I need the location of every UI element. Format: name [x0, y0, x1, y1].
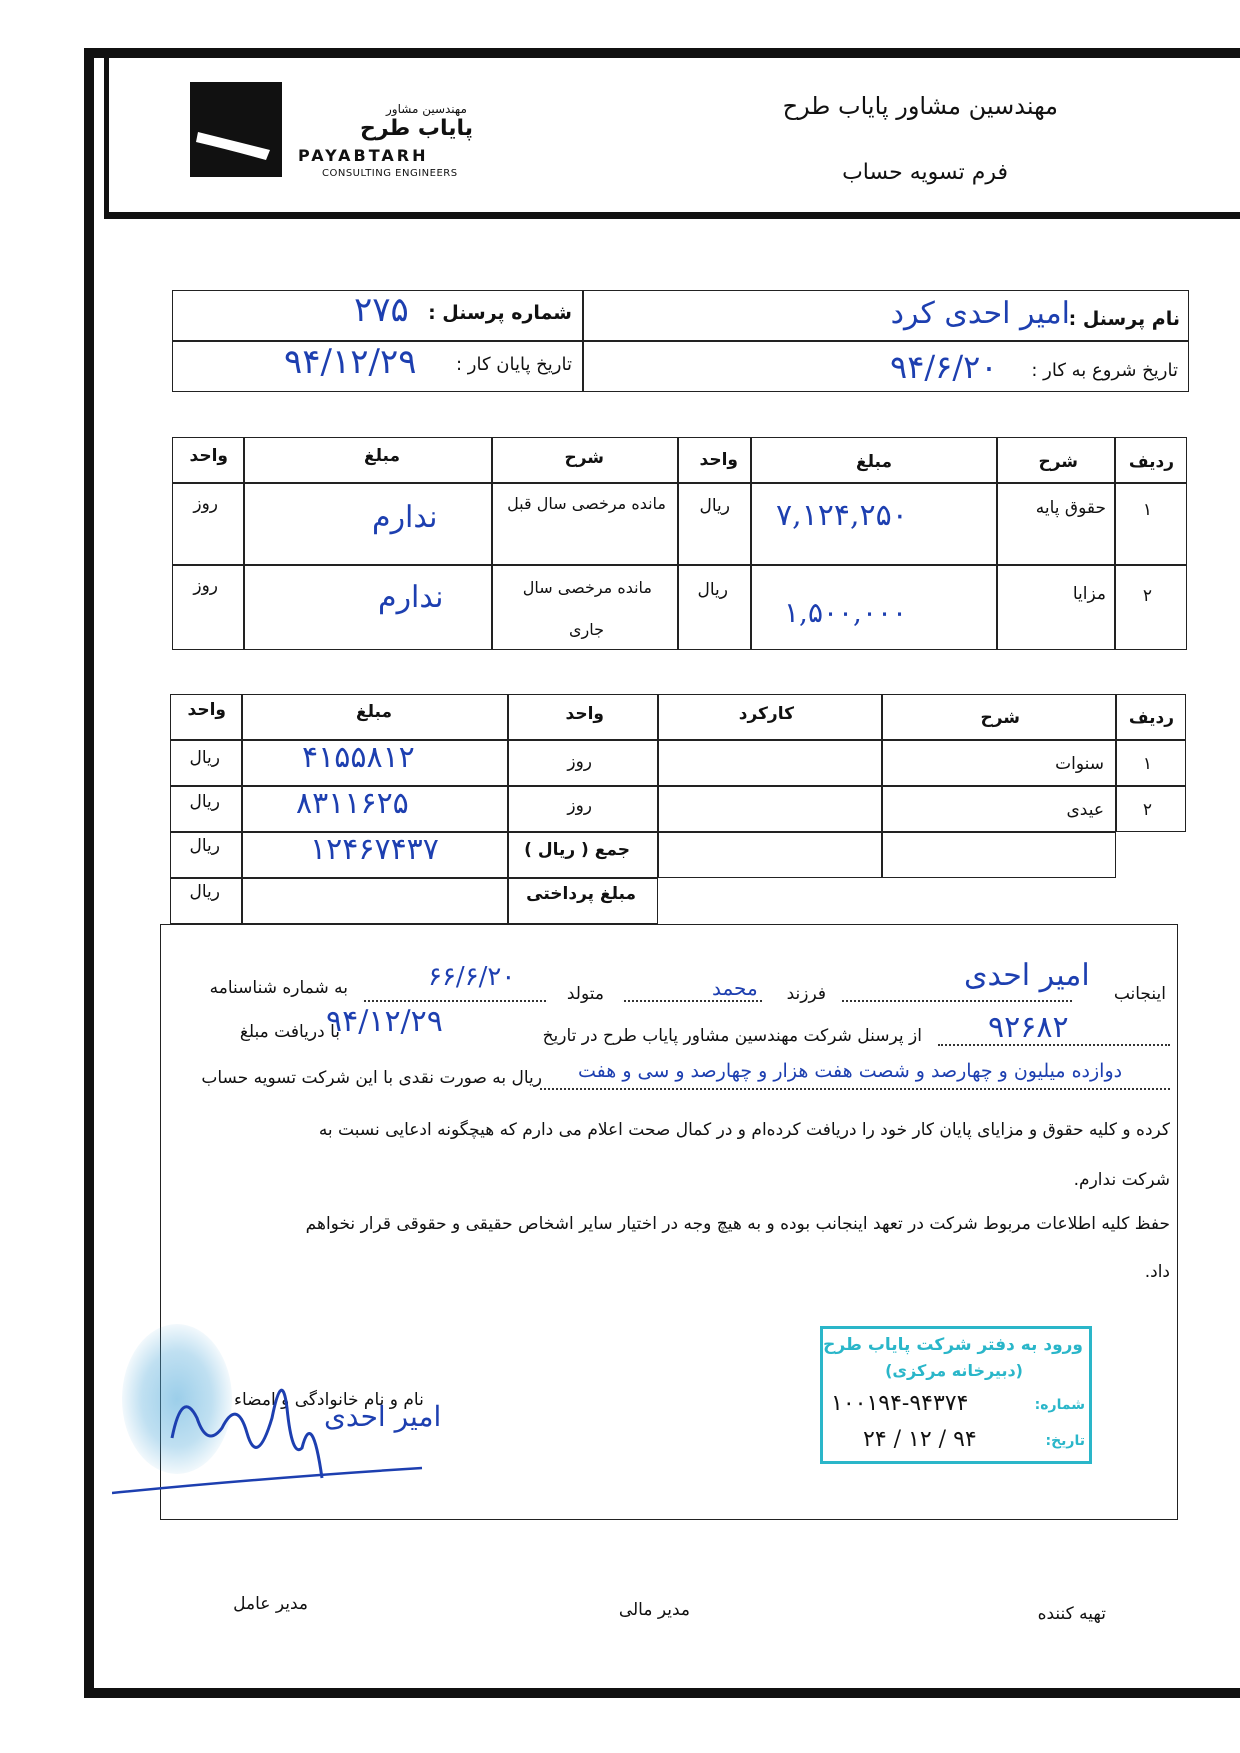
t1-r1-amount: ۷,۱۲۴,۲۵۰	[776, 498, 908, 533]
company-name: مهندسین مشاور پایاب طرح	[782, 92, 1058, 120]
footer-ceo: مدیر عامل	[233, 1594, 308, 1614]
t2-header-unit: واحد	[565, 704, 604, 724]
t1-r2-desc2-line2: جاری	[568, 620, 604, 639]
t1-r2-row: ۲	[1142, 586, 1152, 606]
statement-birth: ۶۶/۶/۲۰	[428, 962, 516, 992]
statement-amount-words: دوازده میلیون و چهارصد و شصت هفت هزار و چهارصد و سی و هفت	[578, 1060, 1123, 1082]
t1-header-amount: مبلغ	[855, 452, 892, 472]
header-left-border	[104, 58, 109, 216]
statement-id-number: ۹۲۶۸۲	[988, 1010, 1069, 1045]
t1-r2-desc: مزایا	[1072, 584, 1106, 604]
statement-line2a: از پرسنل شرکت مهندسین مشاور پایاب طرح در تاریخ	[542, 1026, 922, 1046]
t2-total-unit: ریال	[189, 836, 220, 856]
t2-r2-desc: عیدی	[1066, 800, 1104, 820]
form-title: فرم تسویه حساب	[842, 160, 1008, 185]
dots-father	[624, 1000, 762, 1002]
t2-header-work: کارکرد	[738, 704, 794, 724]
stamp-date-value: ۹۴ / ۱۲ / ۲۴	[863, 1427, 977, 1452]
end-date-value: ۹۴/۱۲/۲۹	[284, 342, 417, 382]
statement-line5: شرکت ندارم.	[1073, 1170, 1170, 1190]
logo-fa-small: مهندسین مشاور	[386, 102, 467, 116]
stamp-date-label: تاریخ:	[1045, 1433, 1085, 1449]
personnel-number-label: شماره پرسنل :	[428, 302, 572, 324]
statement-name: امیر احدی	[964, 958, 1090, 993]
t2-r1-unit2: ریال	[189, 748, 220, 768]
statement-line6: حفظ کلیه اطلاعات مربوط شرکت در تعهد اینجانب بوده و به هیچ وجه در اختیار سایر اشخاص حقیقی و حقوقی قرار نخواهم	[305, 1214, 1170, 1234]
statement-shenasname: به شماره شناسنامه	[209, 978, 348, 998]
logo-fa-name: پایاب طرح	[360, 116, 474, 141]
t1-r2-amount: ۱,۵۰۰,۰۰۰	[784, 596, 908, 629]
t1-r1-row: ۱	[1142, 500, 1152, 520]
t1-r2-amount2: ندارم	[378, 580, 444, 615]
start-date-value: ۹۴/۶/۲۰	[890, 348, 998, 386]
t2-header-unit2: واحد	[187, 700, 226, 720]
stamp-number-label: شماره:	[1034, 1397, 1085, 1413]
t2-r1-unit: روز	[567, 752, 592, 772]
t2-paid-label: مبلغ پرداختی	[526, 884, 636, 904]
signature-label: نام و نام خانوادگی و امضاء	[234, 1390, 424, 1410]
t2-header-amount: مبلغ	[355, 702, 392, 722]
t2-header-row: ردیف	[1128, 708, 1174, 728]
dots-amount-words	[540, 1088, 1170, 1090]
receipt-stamp	[820, 1326, 1092, 1464]
personnel-number-value: ۲۷۵	[354, 290, 409, 330]
logo-en-sub: CONSULTING ENGINEERS	[322, 168, 458, 179]
t1-header-unit2: واحد	[189, 446, 228, 466]
t2-r1-row: ۱	[1142, 754, 1152, 774]
t1-r1-unit2: روز	[193, 494, 218, 514]
footer-preparer: تهیه کننده	[1037, 1604, 1106, 1624]
t2-r2-unit: روز	[567, 796, 592, 816]
footer-finance: مدیر مالی	[618, 1600, 690, 1620]
logo-en-name: PAYABTARH	[298, 146, 429, 165]
statement-father: محمد	[712, 976, 758, 1000]
stamp-line2: (دبیرخانه مرکزی)	[885, 1361, 1023, 1380]
start-date-label: تاریخ شروع به کار :	[1031, 360, 1178, 381]
t1-r2-desc2-line1: مانده مرخصی سال	[522, 578, 652, 597]
t2-r2-amount: ۸۳۱۱۶۲۵	[296, 786, 409, 821]
statement-date: ۹۴/۱۲/۲۹	[326, 1004, 443, 1039]
statement-injaneb: اینجانب	[1113, 984, 1166, 1004]
logo-mark-icon	[190, 82, 282, 177]
signature-scribble-icon	[112, 1328, 432, 1498]
end-date-label: تاریخ پایان کار :	[456, 354, 572, 375]
dots-name	[842, 1000, 1072, 1002]
t2-total-label: جمع ( ریال )	[524, 840, 630, 860]
personnel-name-label: نام پرسنل :	[1068, 308, 1180, 330]
t1-r1-desc: حقوق پایه	[1035, 498, 1106, 518]
t1-r1-desc2: مانده مرخصی سال قبل	[507, 494, 666, 513]
t2-total-value: ۱۲۴۶۷۴۳۷	[310, 832, 439, 867]
t1-header-unit: واحد	[699, 450, 738, 470]
t2-paid-unit: ریال	[189, 882, 220, 902]
t1-header-amount2: مبلغ	[363, 446, 400, 466]
statement-line2b: با دریافت مبلغ	[239, 1022, 340, 1042]
t2-header-desc: شرح	[980, 708, 1020, 728]
t1-r1-amount2: ندارم	[372, 500, 438, 535]
t2-r1-amount: ۴۱۵۵۸۱۲	[302, 740, 415, 775]
statement-line7: داد.	[1144, 1262, 1170, 1282]
t1-header-row: ردیف	[1128, 452, 1174, 472]
t2-r2-unit2: ریال	[189, 792, 220, 812]
t1-r2-unit2: روز	[193, 576, 218, 596]
stamp-number-value: ۱۰۰۱۹۴-۹۴۳۷۴	[831, 1391, 969, 1416]
header-divider	[104, 212, 1240, 219]
signature-name: امیر احدی	[324, 1400, 442, 1433]
personnel-name-value: امیر احدی کرد	[890, 296, 1070, 331]
statement-motevalled: متولد	[566, 984, 604, 1004]
statement-farzand: فرزند	[786, 984, 826, 1004]
t1-header-desc2: شرح	[564, 448, 604, 468]
t1-header-desc: شرح	[1038, 452, 1078, 472]
statement-line3: ریال به صورت نقدی با این شرکت تسویه حساب	[201, 1068, 542, 1088]
stamp-line1: ورود به دفتر شرکت پایاب طرح	[823, 1335, 1083, 1355]
t1-r1-unit: ریال	[699, 496, 730, 516]
dots-birth	[364, 1000, 546, 1002]
company-logo	[190, 82, 480, 182]
t1-r2-unit: ریال	[697, 580, 728, 600]
t2-r2-row: ۲	[1142, 800, 1152, 820]
t2-r1-desc: سنوات	[1055, 754, 1104, 774]
statement-line4: کرده و کلیه حقوق و مزایای پایان کار خود را دریافت کرده‌ام و در کمال صحت اعلام می دارم که هیچگونه ادعایی نسبت به	[318, 1120, 1170, 1140]
